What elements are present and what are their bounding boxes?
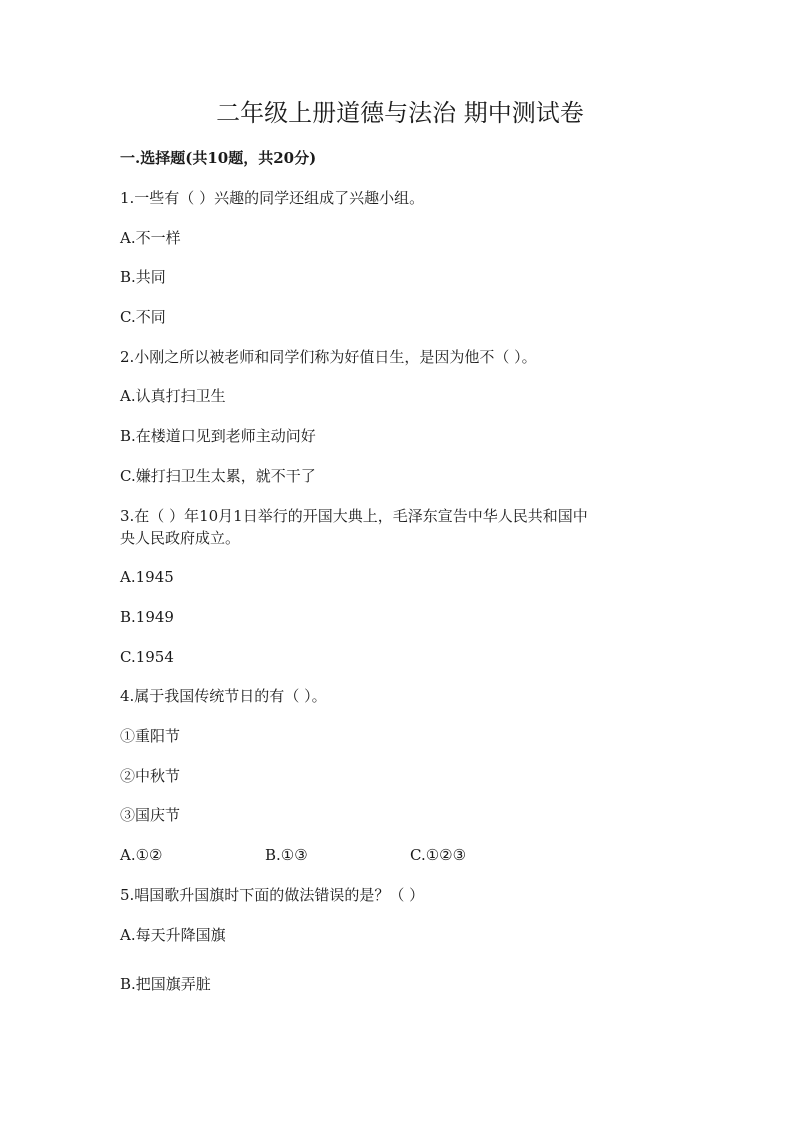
- question-1-option-b: B.共同: [120, 268, 166, 286]
- exam-title: 二年级上册道德与法治 期中测试卷: [216, 99, 584, 127]
- question-4-item-2: ②中秋节: [120, 767, 181, 785]
- question-1-option-c: C.不同: [120, 308, 166, 326]
- question-1-option-a: A.不一样: [120, 229, 181, 247]
- question-5-option-a: A.每天升降国旗: [120, 926, 226, 944]
- question-5-option-b: B.把国旗弄脏: [120, 975, 211, 993]
- question-3-stem-line-2: 央人民政府成立。: [120, 529, 241, 547]
- question-4-option-b: B.①③: [265, 846, 308, 864]
- question-2-option-b: B.在楼道口见到老师主动问好: [120, 427, 316, 445]
- question-4-item-3: ③国庆节: [120, 806, 181, 824]
- question-4-option-c: C.①②③: [410, 846, 467, 864]
- question-4-stem: 4.属于我国传统节日的有（ ）。: [120, 687, 327, 705]
- question-3-option-a: A.1945: [120, 568, 174, 586]
- question-2-stem: 2.小刚之所以被老师和同学们称为好值日生，是因为他不（ ）。: [120, 348, 537, 366]
- question-3-stem-line-1: 3.在（ ）年10月1日举行的开国大典上，毛泽东宣告中华人民共和国中: [120, 507, 588, 525]
- section-heading: 一.选择题(共10题，共20分): [120, 149, 317, 167]
- question-5-stem: 5.唱国歌升国旗时下面的做法错误的是？（ ）: [120, 886, 425, 904]
- question-4-option-a: A.①②: [120, 846, 163, 864]
- question-1-stem: 1.一些有（ ）兴趣的同学还组成了兴趣小组。: [120, 189, 425, 207]
- question-2-option-c: C.嫌打扫卫生太累，就不干了: [120, 467, 316, 485]
- question-4-item-1: ①重阳节: [120, 727, 181, 745]
- question-2-option-a: A.认真打扫卫生: [120, 387, 226, 405]
- question-3-option-c: C.1954: [120, 648, 174, 666]
- question-3-option-b: B.1949: [120, 608, 174, 626]
